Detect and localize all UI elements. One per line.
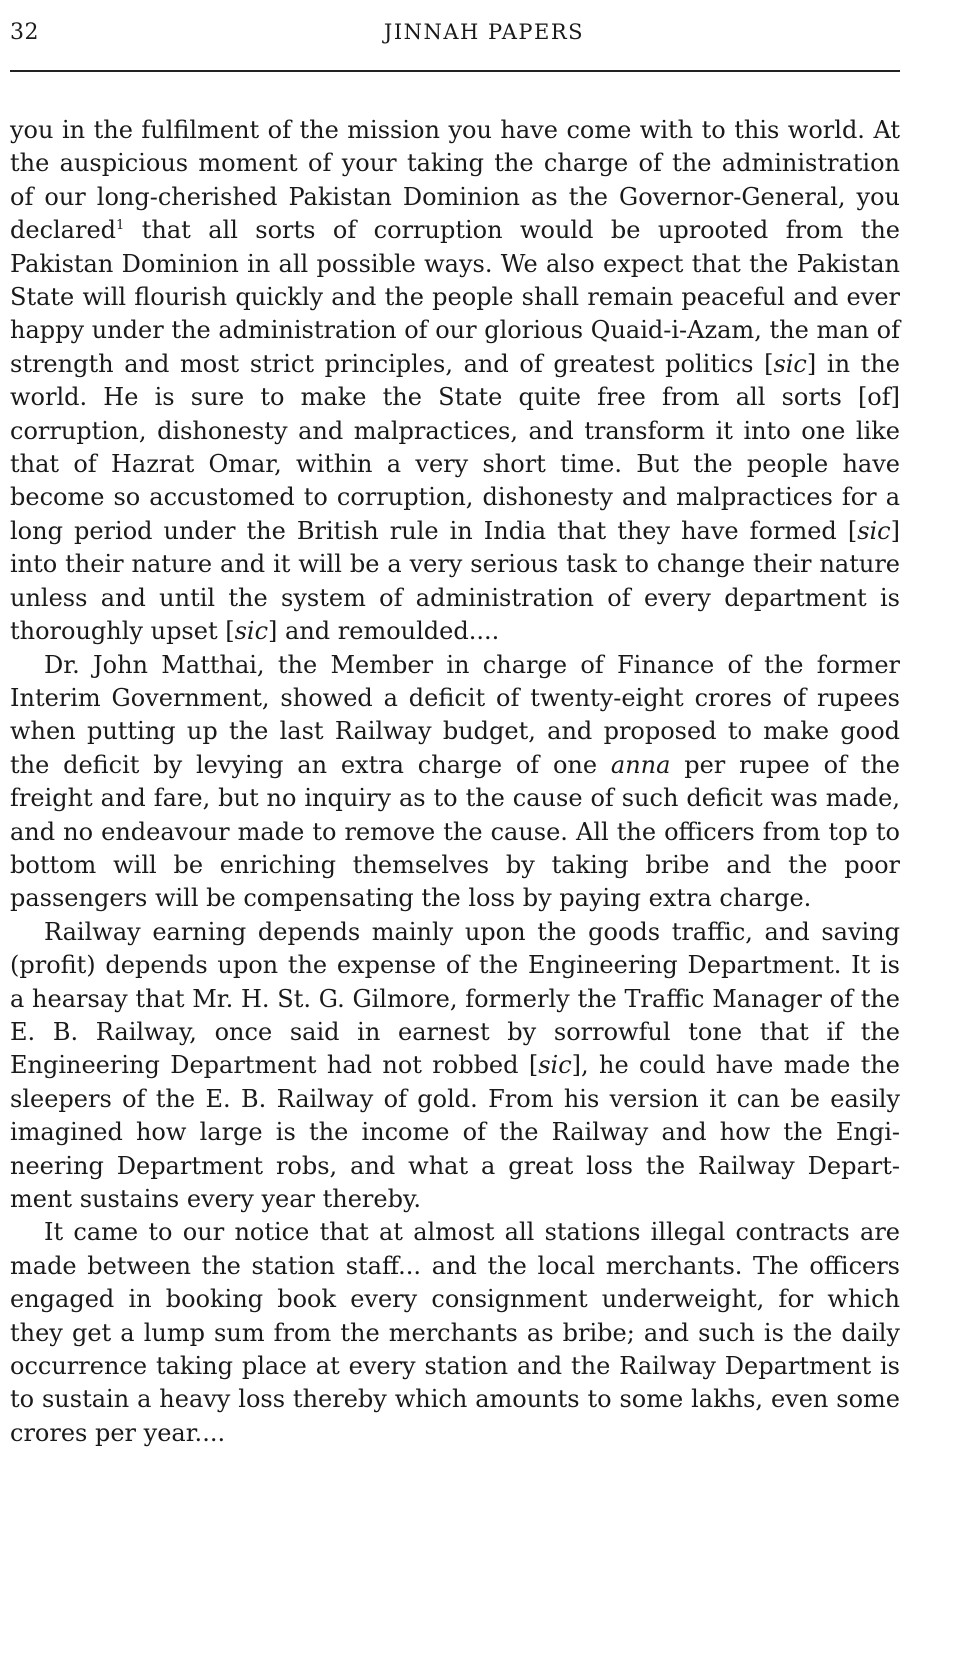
paragraph [10,649,900,916]
text-segment: that all sorts of corruption would be uprooted from the Pakistan Dominion in all possible ways. We also expect that the Pakistan State will flourish quickly and the people shall remain peaceful and ever happy under the administration of our glorious Quaid-i-Azam, the man of strength and most strict principles, and of greatest politics [ [10,216,900,378]
paragraph [10,114,900,649]
italic-text: sic [234,617,269,646]
text-segment: per rupee of the freight and fare, but no inquiry as to the cause of such deficit was made, and no endeavour made to remove the cause. All the officers from top to bottom will be enriching themselves by taking bribe and the poor passengers will be compensating the loss by paying extra charge. [10,750,900,913]
page-number: 32 [10,20,39,45]
header-rule [10,70,900,72]
paragraph [10,1216,900,1450]
paragraph [10,916,900,1217]
text-segment: you in the fulfilment of the mission you have come with to this world. At the auspicious moment of your taking the charge of the administration of our long-cherished Pakistan Dominion as the Governor-General, you declared [10,116,900,245]
italic-text: sic [857,516,891,545]
italic-text: sic [773,349,807,378]
italic-text: sic [538,1051,572,1080]
text-segment: ] into their nature and it will be a very serious task to change their nature unless and until the system of administration of every department is thoroughly upset [ [10,516,900,646]
text-segment: ] in the world. He is sure to make the State quite free from all sorts [of] corruption, dishonesty and malpractices, and transform it into one like that of Hazrat Omar, within a very short time. But the people have become so accustomed to corruption, dishonesty and malpractices for a long period under the British rule in India that they have formed [ [10,349,900,545]
text-segment: ] and remoulded.... [268,617,500,646]
body-text [10,114,900,1450]
text-segment: It came to our notice that at almost all stations illegal contracts are made between the station staff... and the local merchants. The officers engaged in booking book every consignment underweight, for which they get a lump sum from the merchants as bribe; and such is the daily occurrence taking place at every station and the Railway Department is to sustain a heavy loss thereby which amounts to some lakhs, even some crores per year.... [10,1218,900,1447]
text-segment: ], he could have made the sleepers of the E. B. Railway of gold. From his version it can be easily imagined how large is the income of the Railway and how the Engineering Department robs, and what a great loss the Railway Department sustains every year thereby. [10,1051,901,1213]
running-title: JINNAH PAPERS [383,20,585,44]
text-segment: Dr. John Matthai, the Member in charge of Finance of the former Interim Government, showed a deficit of twenty-eight crores of rupees when putting up the last Railway budget, and proposed to make good the deficit by levying an extra charge of one [10,650,900,779]
text-segment: Railway earning depends mainly upon the goods traffic, and saving (profit) depends upon the expense of the Engineering Department. It is a hearsay that Mr. H. St. G. Gilmore, formerly the Traffic Manager of the E. B. Railway, once said in earnest by sorrowful tone that if the Engineering Department had not robbed [ [10,917,900,1080]
italic-text: anna [610,750,671,779]
footnote-marker: 1 [116,218,125,234]
